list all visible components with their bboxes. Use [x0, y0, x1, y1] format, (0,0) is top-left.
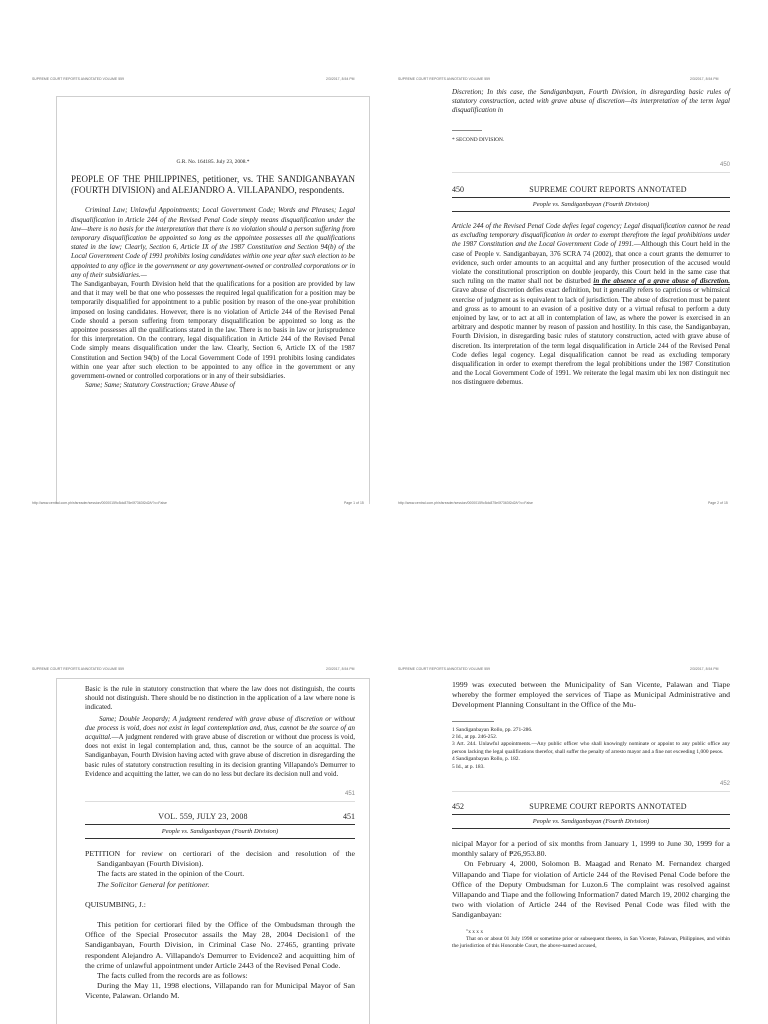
- page-frame: [56, 96, 370, 504]
- top-italic: Discretion; In this case, the Sandiganbayan, Fourth Division, in disregarding basic rules of statutory construction, acted with grave abuse of discretion—its interpretation of the term legal disqualification in: [452, 88, 730, 115]
- syllabus-tail: Same; Same; Statutory Construction; Grave Abuse of: [85, 381, 235, 390]
- double-jeopardy-body: —A judgment rendered with grave abuse of discretion or without due process is void, does not exist in legal contemplation and, thus, cannot be the source of an acquittal. The Sandiganbayan, Fourth Division having acted with grave abuse of discretion in disregarding the basic rules of statutory construction resulting in its decision granting Villapando's Demurrer to Evidence and acquitting the latter, we can do no less but declare its decision null and void.: [85, 733, 355, 778]
- running-head-title: VOL. 559, JULY 23, 2008: [158, 812, 248, 822]
- opinion-paragraph-2: The facts culled from the records are as follows:: [97, 971, 248, 981]
- page-4: [384, 512, 768, 1024]
- page-number: 450: [719, 162, 730, 169]
- running-head-subtitle: People vs. Sandiganbayan (Fourth Division): [532, 818, 650, 826]
- page-header-date: 2/3/2017, 8:54 PM: [326, 77, 355, 81]
- opinion-paragraph-1: This petition for certiorari filed by the Office of the Ombudsman through the Office of the Special Prosecutor assails the May 28, 2004 Decision1 of the Sandiganbayan, Fourth Division, in Criminal Case No. 27465, granting private respondent Alejandro A. Villapando's Demurrer to Evidence2 and acquitting him of the crime of unlawful appointment under Article 2443 of the Revised Penal Code.: [85, 920, 355, 970]
- running-head-subtitle: People vs. Sandiganbayan (Fourth Division): [161, 828, 279, 836]
- page-break-rule: [452, 791, 730, 792]
- page-content: [452, 680, 730, 1024]
- syllabus-body: The Sandiganbayan, Fourth Division held that the qualifications for a position are provided by law and that it may well be that one who possesses the required legal qualification for a position may be temporarily disqualified for appointment to a public position by reason of the one-year prohibition imposed on losing candidates. However, there is no violation of Article 244 of the Revised Penal Code should a person suffering from temporary disqualification be appointed so long as the appointee possesses all the qualifications stated in the law. There is no basis in law or jurisprudence for this interpretation. On the contrary, legal disqualification in Article 244 of the Revised Penal Code simply means disqualification under the law. Clearly, Section 6, Article IX of the 1987 Constitution and Section 94(b) of the Local Government Code of 1991 prohibits losing candidates within one year after such election to be appointed to any office in the government or any government-owned or controlled corporations or in any of their subsidiaries.: [71, 280, 355, 381]
- page-2: [384, 0, 768, 512]
- paragraph-body: —Although this Court held in the case of People v. Sandiganbayan, 376 SCRA 74 (2002), that once a court grants the demurrer to evidence, such order amounts to an acquittal and any further prosecution of the accused would violate the constitutional proscription on double jeopardy, this Court held in the same case that such ruling on the matter shall not be disturbed: [452, 240, 730, 286]
- page-header-title: SUPREME COURT REPORTS ANNOTATED VOLUME 559: [32, 77, 125, 81]
- top-body: 1999 was executed between the Municipality of San Vicente, Palawan and Tiape whereby the former employed the services of Tiape as Municipal Administrative and Development Planning Consultant in the Office of the Mu-: [452, 680, 730, 710]
- running-head-number: 450: [452, 185, 464, 195]
- case-parties: PEOPLE OF THE PHILIPPINES, petitioner, vs. THE SANDIGANBAYAN (FOURTH DIVISION) and ALEJANDRO A. VILLAPANDO, respondents.: [71, 174, 355, 196]
- body-paragraph-1: nicipal Mayor for a period of six months from January 1, 1999 to June 30, 1999 for a monthly salary of ₱26,953.80.: [452, 839, 730, 859]
- page-frame: [56, 678, 370, 1024]
- running-head: [85, 812, 355, 821]
- running-head-title: SUPREME COURT REPORTS ANNOTATED: [529, 802, 687, 812]
- quote-body: That on or about 01 July 1998 or sometime prior or subsequent thereto, in San Vicente, Palawan, Philippines, and within the jurisdiction of this Honorable Court, the above-named accused,: [452, 936, 730, 950]
- running-subtitle-rule: [85, 838, 355, 839]
- page-header-date: 2/3/2017, 8:54 PM: [690, 667, 719, 671]
- syllabus-italic: Criminal Law; Unlawful Appointments; Local Government Code; Words and Phrases; Legal disqualification in Article 244 of the Revised Penal Code simply means disqualification under the law—there is no basis for the interpretation that there is no violation should a person suffering from temporary disqualification be appointed so long as the appointee possesses all the qualifications stated in the law; Clearly, Section 6, Article IX of the 1987 Constitution and Section 94(b) of the Local Government Code of 1991 prohibits losing candidates within one year after such election to be appointed to any office in the government or any government-owned or controlled corporations or in any of their subsidiaries.—: [71, 206, 355, 279]
- footnote-4: 4 Sandiganbayan Rollo, p. 182.: [452, 756, 520, 763]
- footnote-3: 3 Art. 244. Unlawful appointments.—Any public officer who shall knowingly nominate or appoint to any public office any person lacking the legal qualifications therefor, shall suffer the penalty of arresto mayor and a fine not exceeding 1,000 pesos.: [452, 741, 730, 755]
- quote-head: "x x x x: [466, 928, 484, 935]
- page-number: 451: [344, 791, 355, 798]
- running-head-rule: [452, 197, 730, 198]
- page-number: 452: [719, 781, 730, 788]
- running-head-title: SUPREME COURT REPORTS ANNOTATED: [529, 185, 687, 195]
- running-subtitle-rule: [452, 211, 730, 212]
- running-head: [452, 802, 730, 811]
- page-header-title: SUPREME COURT REPORTS ANNOTATED VOLUME 559: [32, 667, 125, 671]
- paragraph-italic: Article 244 of the Revised Penal Code defies legal cogency; Legal disqualification cannot be read as excluding temporary disqualification in order to exempt therefrom the legal prohibitions under the 1987 Constitution and the Local Government Code of 1991.: [452, 222, 730, 249]
- page-header-title: SUPREME COURT REPORTS ANNOTATED VOLUME 559: [398, 77, 491, 81]
- judge-line: QUISUMBING, J.:: [85, 899, 146, 909]
- double-jeopardy-italic: Same; Double Jeopardy; A judgment rendered with grave abuse of discretion or without due process is void, does not exist in legal contemplation and, thus, cannot be the source of an acquittal.: [85, 714, 355, 742]
- petition-line: PETITION for review on certiorari of the decision and resolution of the Sandiganbayan (Fourth Division).: [85, 849, 355, 869]
- footer-url[interactable]: http://www.central.com.ph/sfsreader/session/00000159c5dc875e0f7363f2d2/t/?o=False: [398, 501, 533, 505]
- page-header-date: 2/3/2017, 8:54 PM: [690, 77, 719, 81]
- footnote-rule: [452, 721, 494, 722]
- footer-page-number: Page 1 of 15: [344, 501, 364, 505]
- page-content: [452, 88, 730, 498]
- running-subtitle-rule: [452, 828, 730, 829]
- gr-number: G.R. No. 164185. July 23, 2008.*: [176, 159, 250, 165]
- page-break-rule: [85, 801, 355, 802]
- running-head-subtitle: People vs. Sandiganbayan (Fourth Division): [532, 201, 650, 209]
- footer-page-number: Page 2 of 15: [708, 501, 728, 505]
- paragraph: [452, 222, 730, 388]
- solgen-line: The Solicitor General for petitioner.: [97, 879, 210, 889]
- footnote-rule: [452, 130, 482, 131]
- running-head-number: 451: [343, 812, 355, 822]
- footnote-5: 5 Id., at p. 183.: [452, 763, 485, 770]
- running-head-number: 452: [452, 802, 464, 812]
- running-head: [452, 185, 730, 194]
- opinion-paragraph-3: During the May 11, 1998 elections, Villapando ran for Municipal Mayor of San Vicente, Palawan. Orlando M.: [85, 981, 355, 1001]
- running-head-rule: [85, 824, 355, 825]
- page-header-date: 2/3/2017, 8:54 PM: [326, 667, 355, 671]
- page-1: [0, 0, 384, 512]
- footer-url[interactable]: http://www.central.com.ph/sfsreader/session/00000159c5dc875e0f7363f2d2/t/?o=False: [32, 501, 167, 505]
- footnote-2: 2 Id., at pp. 246-252.: [452, 734, 498, 741]
- page-break-rule: [452, 172, 730, 173]
- body-paragraph-2: On February 4, 2000, Solomon B. Maagad and Renato M. Fernandez charged Villapando and Tiape for violation of Article 244 of the Revised Penal Code before the Office of the Deputy Ombudsman for Luzon.6 The complaint was resolved against Villapando and Tiape and the following Information7 dated March 19, 2002 charging the two with violation of Article 244 of the Revised Penal Code was filed with the Sandiganbayan:: [452, 859, 730, 920]
- facts-line: The facts are stated in the opinion of the Court.: [97, 869, 245, 879]
- running-head-rule: [452, 814, 730, 815]
- footnote-1: 1 Sandiganbayan Rollo, pp. 271-286.: [452, 726, 533, 733]
- top-body: Basic is the rule in statutory construction that where the law does not distinguish, the courts should not distinguish. There should be no distinction in the application of a law where none is indicated.: [85, 685, 355, 712]
- paragraph-body-continued: Grave abuse of discretion defies exact definition, but it generally refers to capricious or whimsical exercise of judgment as is equivalent to lack of jurisdiction. The abuse of discretion must be patent and gross as to amount to an evasion of a positive duty or a virtual refusal to perform a duty enjoined by law, or to act at all in contemplation of law, as where the power is exercised in an arbitrary and despotic manner by reason of passion and hostility. In this case, the Sandiganbayan, Fourth Division, in disregarding basic rules of statutory construction, acted with grave abuse of discretion. Its interpretation of the term legal disqualification in Article 244 of the Revised Penal Code defies legal cogency. Legal disqualification cannot be read as excluding temporary disqualification in order to exempt therefrom the legal prohibitions under the 1987 Constitution and the Local Government Code of 1991. We reiterate the legal maxim ubi lex non distinguit nec nos distinguere debemus.: [452, 286, 730, 387]
- paragraph-underlined: in the absence of a grave abuse of discretion.: [593, 277, 731, 286]
- footnote: * SECOND DIVISION.: [452, 136, 505, 143]
- page-header-title: SUPREME COURT REPORTS ANNOTATED VOLUME 559: [398, 667, 491, 671]
- double-jeopardy-paragraph: [85, 715, 355, 779]
- page-3: [0, 512, 384, 1024]
